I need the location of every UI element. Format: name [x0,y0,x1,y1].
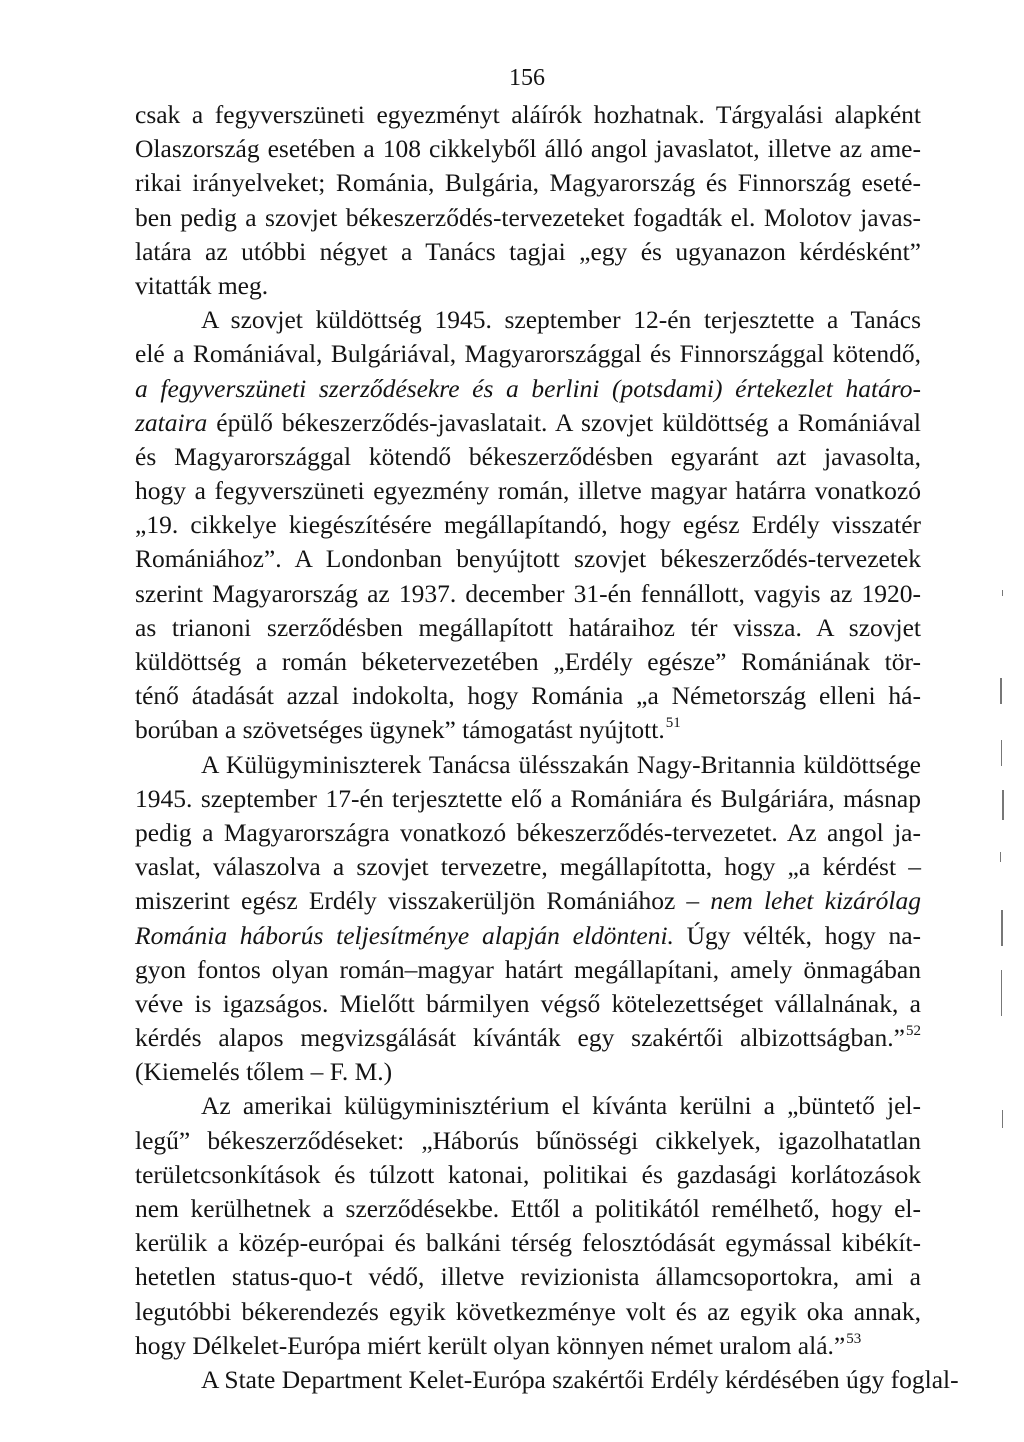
text-run: A szovjet küldöttség 1945. szeptember 12-én terjesztette a Tanács [201,305,921,335]
scan-mark [1002,1110,1003,1128]
text-line [135,919,921,953]
emphasis-text: Románia háborús teljesítménye alapján eldönteni. [135,920,674,950]
text-line [135,816,921,850]
emphasis-text: nem lehet kizárólag [710,886,922,916]
text-run: Az amerikai külügyminisztérium el kívánta kerülni a „büntető jel- [201,1091,921,1121]
text-run: legutóbbi békerendezés egyik következménye volt és az egyik oka annak, [135,1296,921,1326]
text-run: 1945. szeptember 17-én terjesztette elő a Romániára és Bulgáriára, másnap [135,783,921,813]
scan-mark [1002,590,1003,596]
scan-margin-marks [990,590,1020,1150]
text-line [135,508,921,542]
text-run: as trianoni szerződésben megállapított határaihoz tér vissza. A szovjet [135,612,921,642]
text-run: területcsonkítások és túlzott katonai, politikai és gazdasági korlátozások [135,1159,921,1189]
text-line [135,269,921,303]
text-line [135,235,921,269]
text-run: hogy a fegyverszüneti egyezmény román, illetve magyar határra vonatkozó [135,476,921,506]
text-line [135,679,921,713]
text-run: elé a Romániával, Bulgáriával, Magyarországgal és Finnországgal kötendő, [135,339,921,369]
text-run: vitatták meg. [135,270,269,300]
text-line [135,1260,921,1294]
text-line [135,1226,921,1260]
footnote-ref: 51 [665,715,681,732]
text-line [135,1089,921,1123]
text-line [135,1363,959,1397]
text-line [135,372,921,406]
text-run: A State Department Kelet-Európa szakértői Erdély kérdésében úgy foglal- [201,1364,959,1394]
scan-mark [1002,790,1004,820]
text-run: kerülik a közép-európai és balkáni térség felosztódását egymással kibékít- [135,1228,921,1258]
text-line [135,1158,921,1192]
text-line [135,953,921,987]
text-line [135,337,921,371]
text-run: Úgy vélték, hogy na- [673,920,921,950]
text-run: ben pedig a szovjet békeszerződés-tervezeteket fogadták el. Molotov javas- [135,202,921,232]
text-run: hogy Délkelet-Európa miért került olyan könnyen német uralom alá.” [135,1330,846,1360]
text-run: hetetlen status-quo-t védő, illetve revizionista államcsoportokra, ami a [135,1262,921,1292]
emphasis-text: zataira [135,407,208,437]
text-line [135,611,921,645]
text-line [135,884,921,918]
text-run: latára az utóbbi négyet a Tanács tagjai „egy és ugyanazon kérdésként” [135,236,921,266]
text-run: gyon fontos olyan román–magyar határt megállapítani, amely önmagában [135,954,921,984]
text-run: pedig a Magyarországra vonatkozó békeszerződés-tervezetet. Az angol ja- [135,817,921,847]
emphasis-text: a fegyverszüneti szerződésekre és a berlini (potsdami) értekezlet határo- [135,373,921,403]
text-line [135,166,921,200]
text-line [135,98,921,132]
text-line [135,1055,921,1089]
text-run: Romániához”. A Londonban benyújtott szovjet békeszerződés-tervezetek [135,544,921,574]
text-line [135,645,921,679]
scan-mark [1001,970,1002,1016]
text-line [135,542,921,576]
text-run: Olaszország esetében a 108 cikkelyből álló angol javaslatot, illetve az ame- [135,134,921,164]
text-run: rikai irányelveket; Románia, Bulgária, Magyarország és Finnország eseté- [135,168,921,198]
text-run: kérdés alapos megvizsgálását kívánták egy szakértői albizottságban.” [135,1023,905,1053]
text-line [135,1192,921,1226]
text-run: küldöttség a román béketervezetében „Erdély egésze” Romániának tör- [135,647,921,676]
text-run: vaslat, válaszolva a szovjet tervezetre, megállapította, hogy „a kérdést – [135,852,921,882]
text-run: ténő átadását azzal indokolta, hogy Románia „a Németország elleni há- [135,681,921,711]
text-line [135,303,921,337]
text-line [135,1329,921,1363]
text-run: legű” békeszerződéseket: „Háborús bűnösségi cikkelyek, igazolhatatlan [135,1125,921,1155]
text-run: (Kiemelés tőlem – F. M.) [135,1057,393,1087]
text-line [135,132,921,166]
text-run: csak a fegyverszüneti egyezményt aláírók hozhatnak. Tárgyalási alapként [135,100,921,129]
scan-mark [1000,678,1002,704]
text-run: épülő békeszerződés-javaslatait. A szovjet küldöttség a Romániával [207,407,921,437]
text-line [135,1124,921,1158]
text-line [135,577,921,611]
footnote-ref: 52 [906,1023,921,1040]
text-run: „19. cikkelye kiegészítésére megállapítandó, hogy egész Erdély visszatér [135,510,921,540]
text-line [135,713,921,747]
text-run: véve is igazságos. Mielőtt bármilyen végső kötelezettséget vállalnának, a [135,988,921,1018]
body-text [135,98,959,1397]
scan-mark [1001,740,1002,766]
text-run: szerint Magyarország az 1937. december 31-én fennállott, vagyis az 1920- [135,578,921,608]
text-run: nem kerülhetnek a szerződésekbe. Ettől a politikától remélhető, hogy el- [135,1194,921,1223]
text-run: borúban a szövetséges ügynek” támogatást nyújtott. [135,715,665,745]
text-line [135,474,921,508]
scan-mark [1001,910,1003,946]
scan-mark [1000,852,1001,862]
text-line [135,850,921,884]
text-line [135,406,921,440]
footnote-ref: 53 [846,1330,862,1347]
text-line [135,201,921,235]
text-line [135,440,921,474]
text-line [135,1295,921,1329]
text-line [135,782,921,816]
text-run: miszerint egész Erdély visszakerüljön Romániához – [135,886,711,916]
text-run: A Külügyminiszterek Tanácsa ülésszakán Nagy-Britannia küldöttsége [201,749,921,779]
text-line [135,748,921,782]
text-line [135,1021,921,1055]
text-line [135,987,921,1021]
page-number: 156 [509,65,545,91]
text-run: és Magyarországgal kötendő békeszerződésben egyaránt azt javasolta, [135,441,921,471]
